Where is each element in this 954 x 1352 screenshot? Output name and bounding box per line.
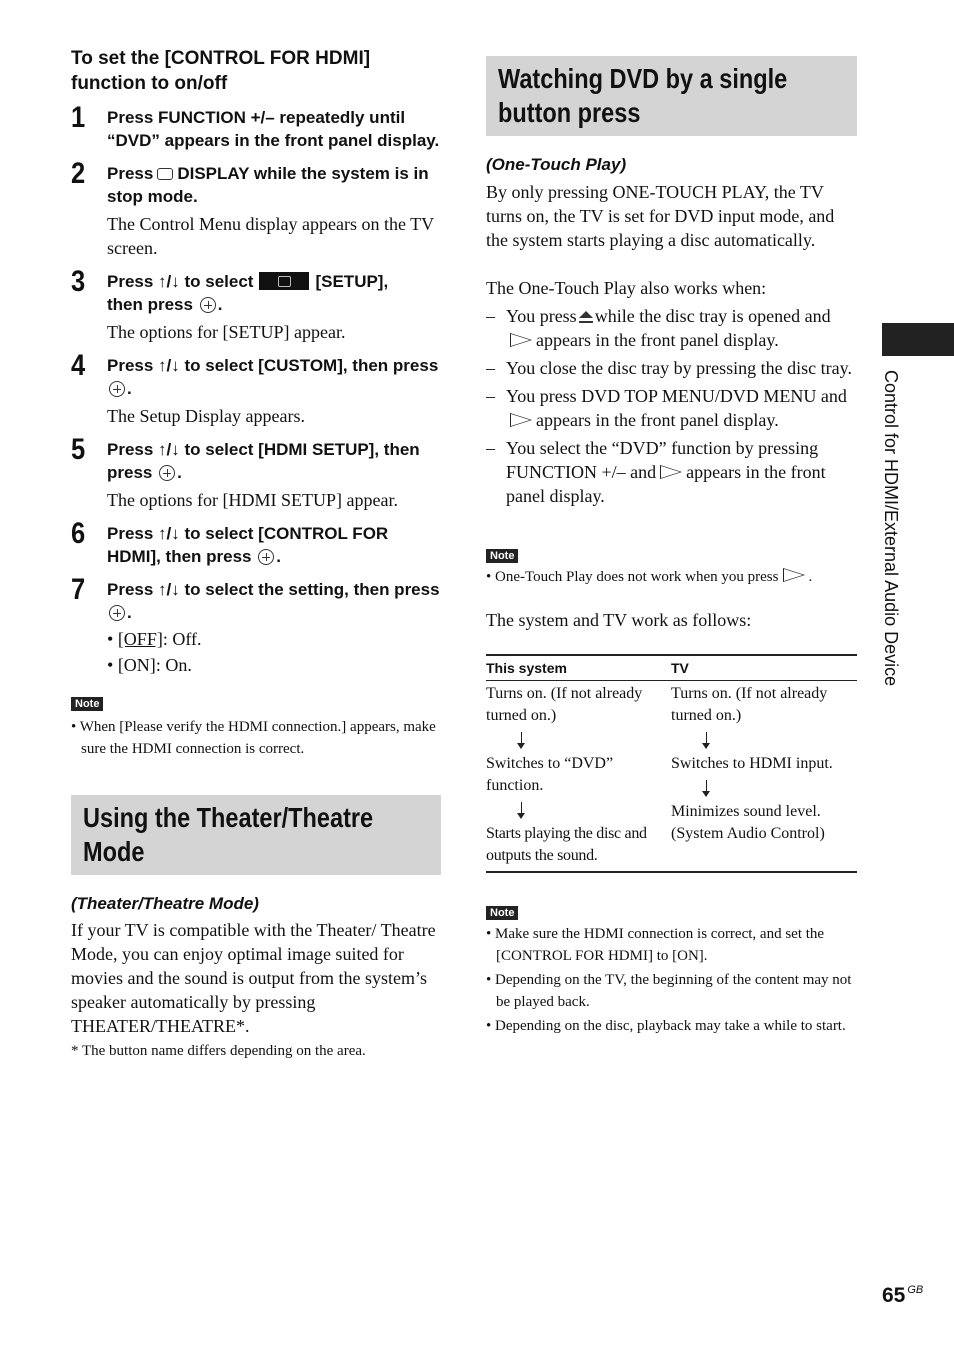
right-column xyxy=(486,56,857,1037)
note-badge: Note xyxy=(486,549,518,563)
note-badge: Note xyxy=(486,906,518,920)
step-instruction: Press ↑/↓ to select [CONTROL FOR HDMI], then press . xyxy=(107,524,389,566)
step-result: The Control Menu display appears on the TV screen. xyxy=(107,214,434,258)
system-step: Turns on. (If not already turned on.) xyxy=(486,685,643,724)
step-number: 1 xyxy=(71,101,86,134)
step-5 xyxy=(71,433,441,512)
system-step: Starts playing the disc and outputs the sound. xyxy=(486,825,647,864)
arrow-down-icon xyxy=(706,780,707,796)
enter-button-icon xyxy=(159,465,175,481)
section-subtitle: (Theater/Theatre Mode) xyxy=(71,894,259,913)
step-1 xyxy=(71,101,441,152)
step-3 xyxy=(71,265,441,344)
table-intro: The system and TV work as follows: xyxy=(486,610,752,630)
table-header xyxy=(486,656,857,681)
header-tv: TV xyxy=(671,660,689,676)
condition-item: – You close the disc tray by pressing the disc tray. xyxy=(486,358,852,378)
theater-mode-body: If your TV is compatible with the Theater/ Theatre Mode, you can enjoy optimal image suited for movies and the sound is output from the system’s speaker automatically by pressing THEATER/THEATRE*. xyxy=(71,920,436,1036)
system-flow xyxy=(486,683,671,867)
step-instruction: Press FUNCTION +/– repeatedly until “DVD” appears in the front panel display. xyxy=(107,108,440,150)
setup-menu-icon xyxy=(259,272,309,290)
theater-mode-section-header xyxy=(71,795,441,875)
note-text: • One-Touch Play does not work when you press . xyxy=(486,569,813,585)
step-instruction: Press ↑/↓ to select the setting, then press . xyxy=(107,580,440,622)
option-off: • [OFF]: Off. xyxy=(107,629,202,649)
step-number: 5 xyxy=(71,433,86,466)
page-suffix: GB xyxy=(907,1284,924,1296)
tv-step: Switches to HDMI input. xyxy=(671,755,833,772)
note-text: • Depending on the disc, playback may take a while to start. xyxy=(486,1018,846,1034)
tv-flow xyxy=(671,683,857,867)
control-hdmi-subtitle: To set the [CONTROL FOR HDMI] function to on/off xyxy=(71,48,371,94)
enter-button-icon xyxy=(109,381,125,397)
step-number: 7 xyxy=(71,573,86,606)
setting-options xyxy=(107,626,441,678)
step-4 xyxy=(71,349,441,428)
section-title: Using the Theater/Theatre Mode xyxy=(83,802,374,867)
step-7 xyxy=(71,573,441,678)
eject-icon xyxy=(579,311,593,323)
step-number: 2 xyxy=(71,157,86,190)
step-number: 4 xyxy=(71,349,86,382)
enter-button-icon xyxy=(258,549,274,565)
tv-step: Turns on. (If not already turned on.) xyxy=(671,685,828,724)
condition-item: – You press DVD TOP MENU/DVD MENU andappears in the front panel display. xyxy=(486,386,847,430)
tv-step: Minimizes sound level. (System Audio Control) xyxy=(671,803,825,842)
system-tv-table xyxy=(486,654,857,873)
footnote: * The button name differs depending on the area. xyxy=(71,1043,366,1059)
step-number: 3 xyxy=(71,265,86,298)
step-instruction: Press DISPLAY while the system is in stop mode. xyxy=(107,164,429,206)
one-touch-intro: By only pressing ONE-TOUCH PLAY, the TV turns on, the TV is set for DVD input mode, and the system starts playing a disc automatically. xyxy=(486,182,835,250)
step-instruction: Press ↑/↓ to select [CUSTOM], then press . xyxy=(107,356,439,398)
note-text: • Depending on the TV, the beginning of the content may not be played back. xyxy=(486,972,852,1010)
note-text: • When [Please verify the HDMI connection.] appears, make sure the HDMI connection is correct. xyxy=(71,719,436,757)
arrow-down-icon xyxy=(706,732,707,748)
header-this-system: This system xyxy=(486,660,567,676)
arrow-down-icon xyxy=(521,802,522,818)
step-2 xyxy=(71,157,441,260)
note-hdmi xyxy=(71,694,441,760)
works-when-text: The One-Touch Play also works when: xyxy=(486,278,767,298)
arrow-down-icon xyxy=(521,732,522,748)
chapter-side-label: Control for HDMI/External Audio Device xyxy=(881,370,901,687)
step-result: The Setup Display appears. xyxy=(107,406,305,426)
play-icon xyxy=(510,333,532,347)
step-instruction: Press ↑/↓ to select [HDMI SETUP], then press . xyxy=(107,440,420,482)
play-icon xyxy=(660,465,682,479)
play-icon xyxy=(510,413,532,427)
enter-button-icon xyxy=(200,297,216,313)
note-badge: Note xyxy=(71,697,103,711)
note-text: • Make sure the HDMI connection is correct, and set the [CONTROL FOR HDMI] to [ON]. xyxy=(486,926,825,964)
enter-button-icon xyxy=(109,605,125,621)
page-number: 65 $^{GB}$ xyxy=(882,1284,924,1307)
display-button-icon xyxy=(157,168,173,180)
step-instruction: Press ↑/↓ to select [SETUP], then press . xyxy=(107,272,389,314)
table-body xyxy=(486,681,857,871)
step-result: The options for [SETUP] appear. xyxy=(107,322,346,342)
note-one-touch xyxy=(486,546,857,588)
play-icon xyxy=(783,568,805,582)
section-title: Watching DVD by a single button press xyxy=(498,63,788,128)
one-touch-section-header xyxy=(486,56,857,136)
section-subtitle: (One-Touch Play) xyxy=(486,155,627,174)
step-result: The options for [HDMI SETUP] appear. xyxy=(107,490,398,510)
note-hdmi-connection xyxy=(486,903,857,1037)
left-column xyxy=(71,46,441,1061)
conditions-list xyxy=(486,304,857,508)
chapter-tab-marker xyxy=(882,323,954,356)
step-number: 6 xyxy=(71,517,86,550)
step-6 xyxy=(71,517,441,568)
condition-item: – You press while the disc tray is opened andappears in the front panel display. xyxy=(486,306,831,350)
option-on: • [ON]: On. xyxy=(107,655,192,675)
condition-item: – You select the “DVD” function by pressing FUNCTION +/– and appears in the front panel display. xyxy=(486,438,826,506)
system-step: Switches to “DVD” function. xyxy=(486,755,614,794)
